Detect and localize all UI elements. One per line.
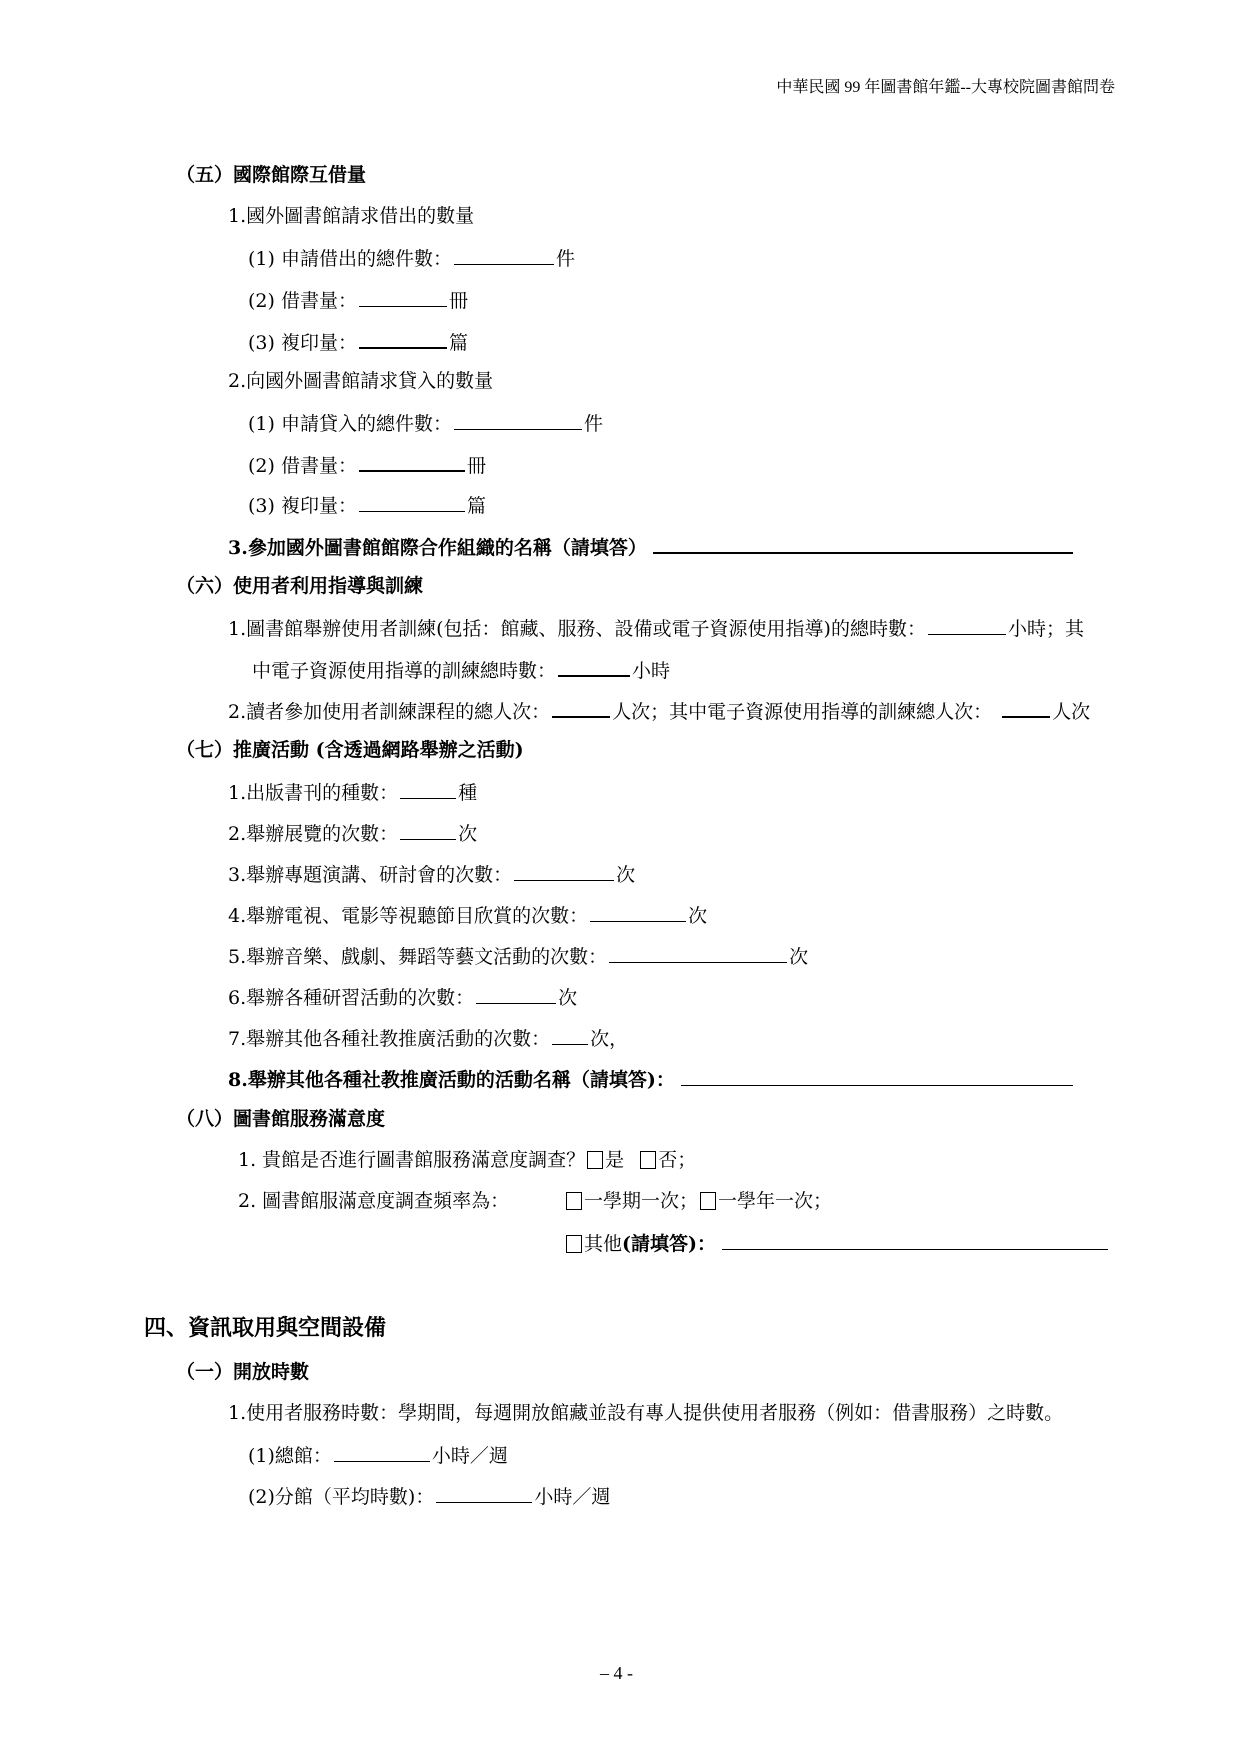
s6-q1-unit1: 小時；其 <box>1007 618 1084 640</box>
s7-item-5-blank[interactable] <box>609 942 787 963</box>
s6-q2 <box>228 696 1090 725</box>
s8-q2-other-checkbox[interactable] <box>566 1235 582 1253</box>
s7-item-1-blank[interactable] <box>400 778 456 799</box>
s6-q2-label: 2.讀者參加使用者訓練課程的總人次： <box>228 701 551 723</box>
part4-sub1-item1-label: (1)總館： <box>248 1445 332 1467</box>
s6-q2-unit2: 人次 <box>1052 701 1091 723</box>
s7-item-7 <box>228 1024 628 1052</box>
s5-q2-title: 2.向國外圖書館請求貸入的數量 <box>228 370 494 392</box>
section-5-heading: （五）國際館際互借量 <box>176 164 367 186</box>
s8-q2-semester-label: 一學期一次； <box>584 1190 699 1212</box>
s5-q1-item3-unit: 篇 <box>448 332 468 354</box>
s7-item-6-blank[interactable] <box>476 983 556 1004</box>
s5-q1-item3 <box>248 327 468 356</box>
s5-q1-item3-blank[interactable] <box>359 327 447 349</box>
s8-q2-other-note: (請填答)： <box>622 1233 716 1255</box>
s6-q1-line2 <box>252 655 670 684</box>
s5-q1-item1-blank[interactable] <box>454 244 554 265</box>
part4-sub1-item2-unit: 小時／週 <box>534 1486 611 1508</box>
s8-q2-other-blank[interactable] <box>722 1229 1108 1250</box>
s7-item-3-unit: 次 <box>616 864 636 886</box>
running-header: 中華民國 99 年圖書館年鑑--大專校院圖書館問卷 <box>776 79 1115 96</box>
s5-q2-item3-label: (3) 複印量： <box>248 495 357 517</box>
s7-item-5 <box>228 942 808 970</box>
section-7-heading: （七）推廣活動 (含透過網路舉辦之活動) <box>176 739 524 761</box>
s5-q2-item2-unit: 冊 <box>466 455 486 477</box>
s5-q1-item3-label: (3) 複印量： <box>248 332 357 354</box>
s7-item-2 <box>228 819 477 847</box>
s7-item-7-label: 7.舉辦其他各種社教推廣活動的次數： <box>228 1028 551 1050</box>
s7-item-6 <box>228 983 577 1011</box>
s5-q3-label: 3.參加國外圖書館館際合作組織的名稱（請填答） <box>228 537 647 559</box>
s8-q2-options <box>564 1188 832 1214</box>
s5-q3-blank[interactable] <box>653 532 1073 554</box>
s5-q2-item3-blank[interactable] <box>359 491 465 512</box>
s7-item-1 <box>228 778 477 806</box>
s7-item-1-unit: 種 <box>458 782 478 804</box>
s7-item-2-unit: 次 <box>458 823 478 845</box>
s8-q2-other-label: 其他 <box>584 1233 623 1255</box>
s5-q2-item1-unit: 件 <box>583 413 603 435</box>
s7-item-7-unit: 次， <box>590 1028 629 1050</box>
s7-item-4-label: 4.舉辦電視、電影等視聽節目欣賞的次數： <box>228 905 589 927</box>
s5-q2-item3-unit: 篇 <box>466 495 486 517</box>
part4-sub1-item1 <box>248 1441 508 1469</box>
s6-q2-blank2[interactable] <box>1002 696 1050 718</box>
s5-q2-item3 <box>248 491 486 519</box>
s7-item-4-unit: 次 <box>688 905 708 927</box>
s5-q1-title: 1.國外圖書館請求借出的數量 <box>228 205 475 227</box>
s5-q2-item2-blank[interactable] <box>359 450 465 472</box>
s8-q2-year-checkbox[interactable] <box>700 1192 716 1210</box>
s5-q2-item1-blank[interactable] <box>454 409 582 430</box>
s5-q1-item2 <box>248 286 468 314</box>
s7-q8-blank[interactable] <box>681 1065 1073 1086</box>
s8-q1-yes-label: 是 <box>605 1149 625 1171</box>
s7-item-2-label: 2.舉辦展覽的次數： <box>228 823 399 845</box>
s7-item-5-unit: 次 <box>789 946 809 968</box>
s5-q2-item1-label: (1) 申請貸入的總件數： <box>248 413 452 435</box>
s7-item-7-blank[interactable] <box>552 1024 588 1045</box>
s5-q1-item2-label: (2) 借書量： <box>248 290 357 312</box>
s7-item-3-label: 3.舉辦專題演講、研討會的次數： <box>228 864 513 886</box>
s6-q1-line1 <box>228 614 1084 642</box>
s7-q8-label: 8.舉辦其他各種社教推廣活動的活動名稱（請填答)： <box>228 1069 675 1091</box>
s7-item-3-blank[interactable] <box>514 860 614 881</box>
part4-sub1-q1: 1.使用者服務時數：學期間，每週開放館藏並設有專人提供使用者服務（例如：借書服務）之時數。 <box>228 1402 1064 1424</box>
s6-q2-blank1[interactable] <box>552 696 610 718</box>
s5-q1-item2-unit: 冊 <box>448 290 468 312</box>
s8-q1 <box>238 1147 696 1173</box>
part4-sub1-item1-unit: 小時／週 <box>431 1445 508 1467</box>
s8-q1-label: 1. 貴館是否進行圖書館服務滿意度調查？ <box>238 1149 586 1171</box>
part4-sub1-item1-blank[interactable] <box>334 1441 430 1462</box>
s7-item-4 <box>228 901 707 929</box>
s6-q1-unit2: 小時 <box>632 660 671 682</box>
s7-item-6-label: 6.舉辦各種研習活動的次數： <box>228 987 475 1009</box>
s6-q1-line1-label: 1.圖書館舉辦使用者訓練(包括：館藏、服務、設備或電子資源使用指導)的總時數： <box>228 618 926 640</box>
section-8-heading: （八）圖書館服務滿意度 <box>176 1108 386 1130</box>
s5-q1-item1 <box>248 244 575 272</box>
s5-q1-item1-unit: 件 <box>555 248 575 270</box>
s8-q2-other <box>564 1229 1110 1257</box>
page-number: – 4 - <box>600 1663 633 1683</box>
s8-q1-no-label: 否； <box>658 1149 697 1171</box>
s8-q1-no-checkbox[interactable] <box>640 1151 656 1169</box>
s5-q2-item1 <box>248 409 603 437</box>
s5-q2-item2 <box>248 450 486 479</box>
s6-q1-line2-label: 中電子資源使用指導的訓練總時數： <box>252 660 557 682</box>
s8-q2-semester-checkbox[interactable] <box>566 1192 582 1210</box>
s5-q1-item1-label: (1) 申請借出的總件數： <box>248 248 452 270</box>
s6-q2-unit1: 人次；其中電子資源使用指導的訓練總人次： <box>612 701 993 723</box>
s8-q2-label: 2. 圖書館服滿意度調查頻率為： <box>238 1190 510 1212</box>
s6-q1-blank1[interactable] <box>928 614 1006 635</box>
s7-item-6-unit: 次 <box>558 987 578 1009</box>
s5-q3 <box>228 532 1075 561</box>
part4-sub1-item2 <box>248 1482 610 1510</box>
s7-item-1-label: 1.出版書刊的種數： <box>228 782 399 804</box>
s5-q2-item2-label: (2) 借書量： <box>248 455 357 477</box>
part4-sub1-item2-label: (2)分館（平均時數)： <box>248 1486 435 1508</box>
part-4-heading: 四、資訊取用與空間設備 <box>144 1315 387 1341</box>
s8-q1-yes-checkbox[interactable] <box>587 1151 603 1169</box>
s7-item-5-label: 5.舉辦音樂、戲劇、舞蹈等藝文活動的次數： <box>228 946 608 968</box>
s7-item-2-blank[interactable] <box>400 819 456 840</box>
s7-q8 <box>228 1065 1075 1093</box>
section-6-heading: （六）使用者利用指導與訓練 <box>176 575 424 597</box>
part4-sub1-heading: （一）開放時數 <box>176 1361 310 1383</box>
s6-q1-blank2[interactable] <box>558 655 630 677</box>
s5-q1-item2-blank[interactable] <box>359 286 447 307</box>
part4-sub1-item2-blank[interactable] <box>436 1482 532 1503</box>
s7-item-3 <box>228 860 635 888</box>
s7-item-4-blank[interactable] <box>590 901 686 922</box>
s8-q2-year-label: 一學年一次； <box>718 1190 833 1212</box>
